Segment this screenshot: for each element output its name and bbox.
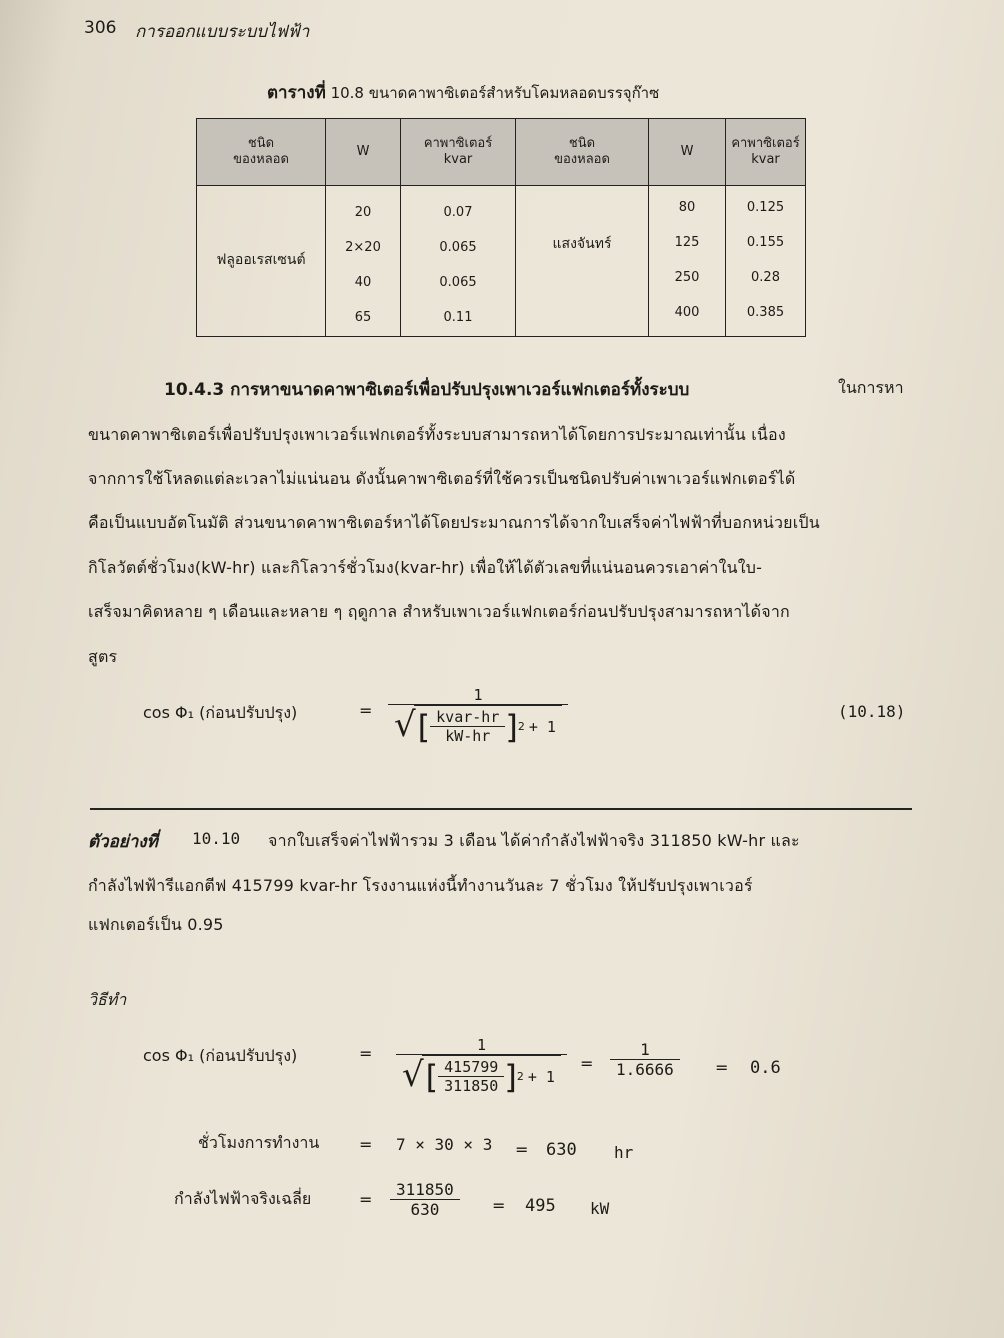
solution-power-lhs: กำลังไฟฟ้าจริงเฉลี่ย — [174, 1189, 312, 1208]
paragraph-line: จากการใช้โหลดแต่ละเวลาไม่แน่นอน ดังนั้นคาพาซิเตอร์ที่ใช้ควรเป็นชนิดปรับค่าเพาเวอร์แฟกเตอร์ได้ — [88, 469, 796, 488]
solution-cos-fraction2: $\frac{1}{1.6666}$ — [610, 1040, 680, 1079]
solution-cos-eq2: = — [580, 1054, 594, 1073]
solution-plus-one: + 1 — [527, 1067, 555, 1086]
caption-text: ขนาดคาพาซิเตอร์สำหรับโคมหลอดบรรจุก๊าซ — [368, 84, 660, 102]
header-watt-2: W — [649, 119, 726, 186]
solution-hours-eq2: = — [515, 1140, 529, 1159]
paragraph-line: เสร็จมาคิดหลาย ๆ เดือนและหลาย ๆ ฤดูกาล สำหรับเพาเวอร์แฟกเตอร์ก่อนปรับปรุงสามารถหาได้จาก — [88, 602, 790, 621]
solution-hours-result: 630 — [546, 1140, 577, 1160]
table-caption — [267, 79, 659, 106]
solution-power-eq: = — [359, 1190, 373, 1209]
solution-label: วิธีทำ — [88, 990, 127, 1009]
solution-power-unit: kW — [590, 1199, 610, 1218]
solution-hours-lhs: ชั่วโมงการทำงาน — [198, 1133, 320, 1152]
solution-cos-result: 0.6 — [750, 1058, 781, 1078]
solution-cos-numerator: 1 — [476, 1036, 486, 1054]
header-capacitor-2: คาพาซิเตอร์ kvar — [726, 119, 806, 186]
section-divider — [90, 808, 912, 810]
header-lamp-type-2: ชนิด ของหลอด — [516, 119, 649, 186]
solution-hours-unit: hr — [614, 1143, 634, 1162]
example-line: จากใบเสร็จค่าไฟฟ้ารวม 3 เดือน ได้ค่ากำลังไฟฟ้าจริง 311850 kW-hr และ — [268, 831, 800, 850]
header-capacitor: คาพาซิเตอร์ kvar — [401, 119, 516, 186]
formula-number: (10.18) — [838, 702, 906, 721]
formula-fraction: 1 √ [ $\frac{\text{kvar-hr}}{kW-hr}$ ] 2 + 1 — [388, 686, 568, 745]
solution-power-fraction: $\frac{311850}{630}$ — [390, 1180, 460, 1219]
formula-exponent: 2 — [517, 720, 525, 733]
section-heading: 10.4.3 การหาขนาดคาพาซิเตอร์เพื่อปรับปรุงเพาเวอร์แฟกเตอร์ทั้งระบบ — [164, 380, 690, 400]
solution-power-result: 495 — [525, 1196, 556, 1216]
section-heading-tail: ในการหา — [838, 378, 904, 397]
solution-hours-expr: 7 × 30 × 3 — [396, 1135, 493, 1154]
book-title: การออกแบบระบบไฟฟ้า — [135, 22, 310, 42]
solution-hours-eq: = — [359, 1135, 373, 1154]
sqrt-icon: √ — [394, 705, 416, 745]
sqrt-icon: √ — [402, 1055, 424, 1095]
paragraph-line: สูตร — [88, 647, 118, 666]
solution-exponent: 2 — [516, 1070, 524, 1083]
table-header-row — [197, 119, 806, 186]
header-lamp-type: ชนิด ของหลอด — [197, 119, 326, 186]
solution-inner-num: 415799 — [444, 1058, 499, 1076]
caption-number: 10.8 — [330, 84, 364, 102]
example-label: ตัวอย่างที่ — [88, 832, 158, 852]
solution-cos-eq3: = — [715, 1058, 729, 1077]
paragraph-line: ขนาดคาพาซิเตอร์เพื่อปรับปรุงเพาเวอร์แฟกเตอร์ทั้งระบบสามารถหาได้โดยการประมาณเท่านั้น เนื่อง — [88, 425, 786, 444]
watt-column-left: 20 2×20 40 65 — [326, 186, 401, 337]
paragraph-line: คือเป็นแบบอัตโนมัติ ส่วนขนาดคาพาซิเตอร์หาได้โดยประมาณการได้จากใบเสร็จค่าไฟฟ้าที่บอกหน่วยเป็น — [88, 513, 820, 532]
kvar-column-left: 0.07 0.065 0.065 0.11 — [401, 186, 516, 337]
example-line: กำลังไฟฟ้ารีแอกตีฟ 415799 kvar-hr โรงงานแห่งนี้ทำงานวันละ 7 ชั่วโมง ให้ปรับปรุงเพาเวอร์ — [88, 876, 753, 895]
header-watt: W — [326, 119, 401, 186]
table-row — [197, 186, 806, 337]
example-line: แฟกเตอร์เป็น 0.95 — [88, 915, 224, 934]
capacitor-table — [196, 118, 806, 337]
formula-inner-den: kW-hr — [445, 727, 491, 745]
solution-cos-eq: = — [359, 1044, 373, 1063]
kvar-column-right: 0.125 0.155 0.28 0.385 — [726, 186, 806, 337]
formula-inner-num: kvar-hr — [436, 708, 500, 726]
example-number: 10.10 — [192, 829, 241, 848]
lamp-name-mercury: แสงจันทร์ — [516, 186, 649, 337]
formula-plus-one: + 1 — [528, 717, 556, 736]
lamp-name-fluorescent: ฟลูออเรสเซนต์ — [197, 186, 326, 337]
formula-numerator: 1 — [473, 686, 483, 704]
solution-cos-lhs: cos Φ₁ (ก่อนปรับปรุง) — [143, 1046, 298, 1065]
solution-power-eq2: = — [492, 1196, 506, 1215]
page-number: 306 — [84, 18, 117, 38]
caption-label: ตารางที่ — [267, 83, 326, 103]
solution-cos-fraction: 1 √ [ $\frac{415799}{311850}$ ] 2 + 1 — [396, 1036, 567, 1095]
watt-column-right: 80 125 250 400 — [649, 186, 726, 337]
solution-inner-den: 311850 — [444, 1077, 499, 1095]
formula-lhs: cos Φ₁ (ก่อนปรับปรุง) — [143, 703, 298, 722]
paragraph-line: กิโลวัตต์ชั่วโมง(kW-hr) และกิโลวาร์ชั่วโมง(kvar-hr) เพื่อให้ได้ตัวเลขที่แน่นอนควรเอาค่าในใบ- — [88, 558, 763, 577]
formula-equals: = — [359, 701, 373, 720]
